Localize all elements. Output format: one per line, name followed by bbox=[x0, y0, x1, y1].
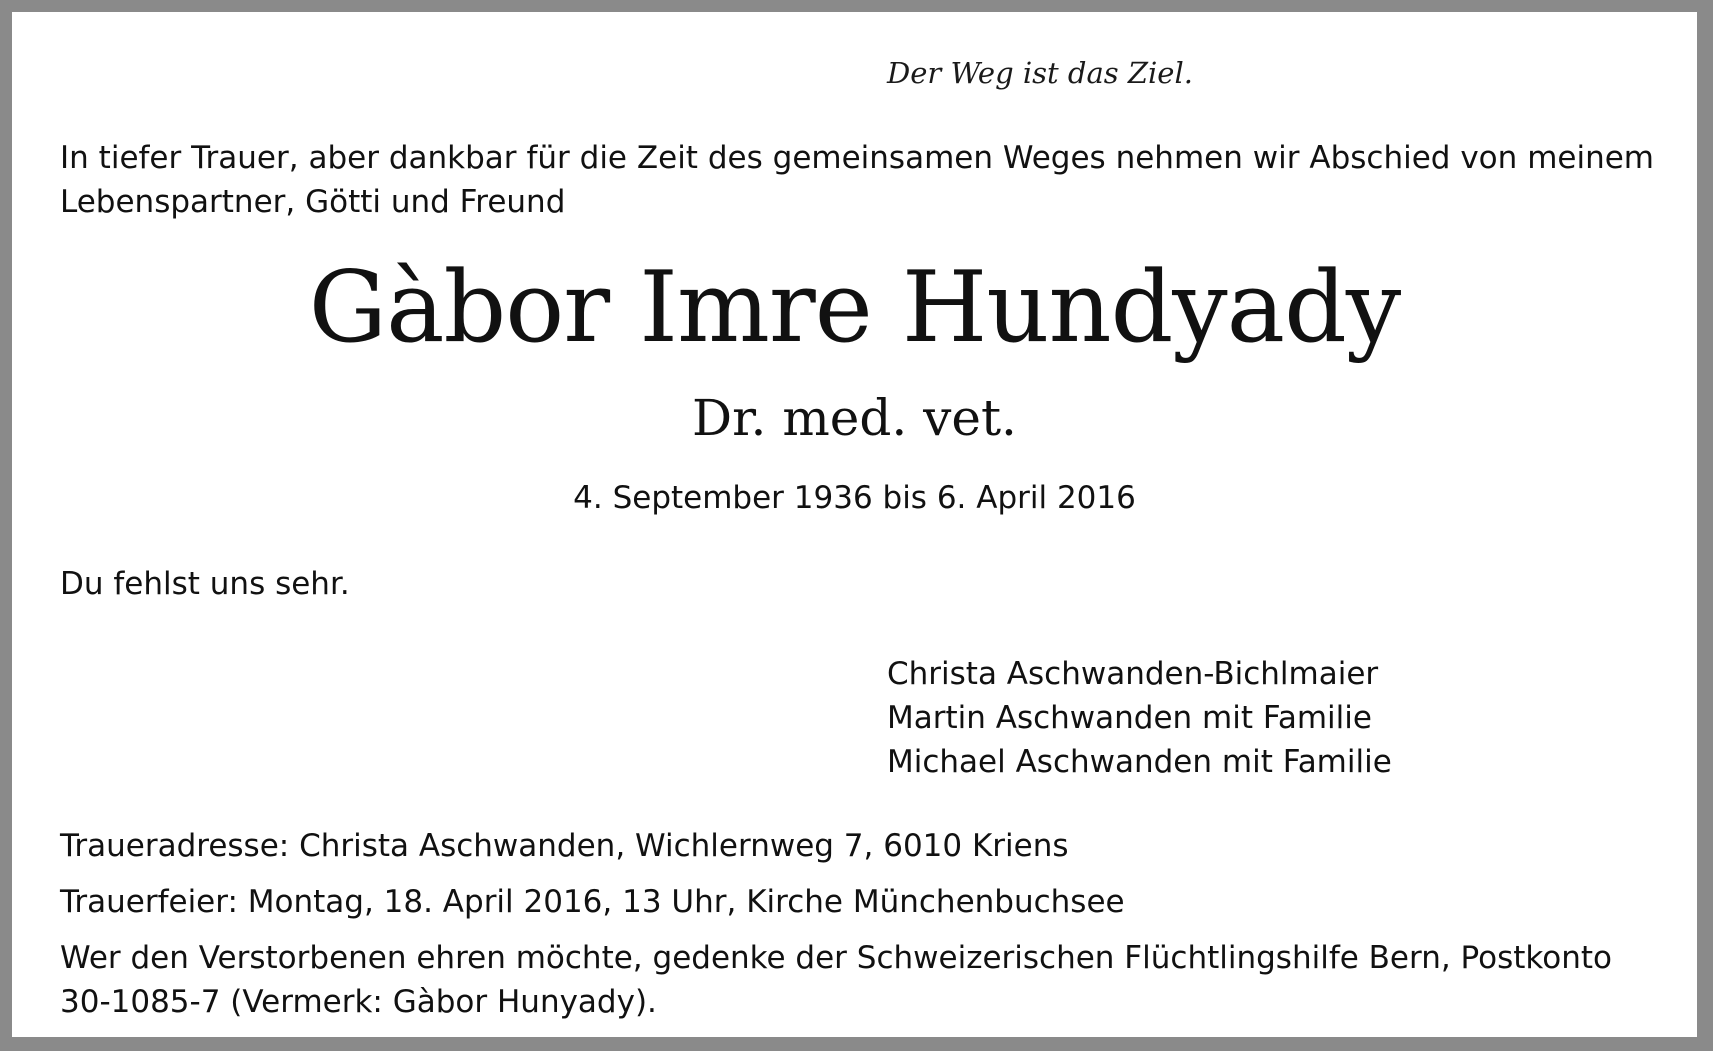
donation-note: Wer den Verstorbenen ehren möchte, gedenke der Schweizerischen Flüchtlingshilfe Bern, Postkonto 30-1085-7 (Vermerk: Gàbor Hunyady). bbox=[60, 940, 1612, 1020]
obituary-notice bbox=[12, 12, 1697, 1037]
deceased-title: Dr. med. vet. bbox=[692, 389, 1017, 447]
intro-paragraph: In tiefer Trauer, aber dankbar für die Zeit des gemeinsamen Weges nehmen wir Abschied von meinem Lebenspartner, Götti und Freund bbox=[60, 140, 1654, 220]
farewell-message: Du fehlst uns sehr. bbox=[60, 566, 350, 602]
funeral-ceremony: Trauerfeier: Montag, 18. April 2016, 13 Uhr, Kirche Münchenbuchsee bbox=[60, 884, 1125, 920]
mourner-item: Michael Aschwanden mit Familie bbox=[887, 744, 1392, 780]
mourner-item: Martin Aschwanden mit Familie bbox=[887, 700, 1372, 736]
info-section bbox=[60, 824, 1670, 1024]
mourning-address: Traueradresse: Christa Aschwanden, Wichlernweg 7, 6010 Kriens bbox=[60, 828, 1069, 864]
mourners-list bbox=[887, 652, 1392, 784]
motto-text: Der Weg ist das Ziel. bbox=[887, 56, 1193, 90]
life-dates: 4. September 1936 bis 6. April 2016 bbox=[573, 480, 1136, 516]
mourner-item: Christa Aschwanden-Bichlmaier bbox=[887, 656, 1379, 692]
deceased-name: Gàbor Imre Hundyady bbox=[308, 251, 1401, 365]
